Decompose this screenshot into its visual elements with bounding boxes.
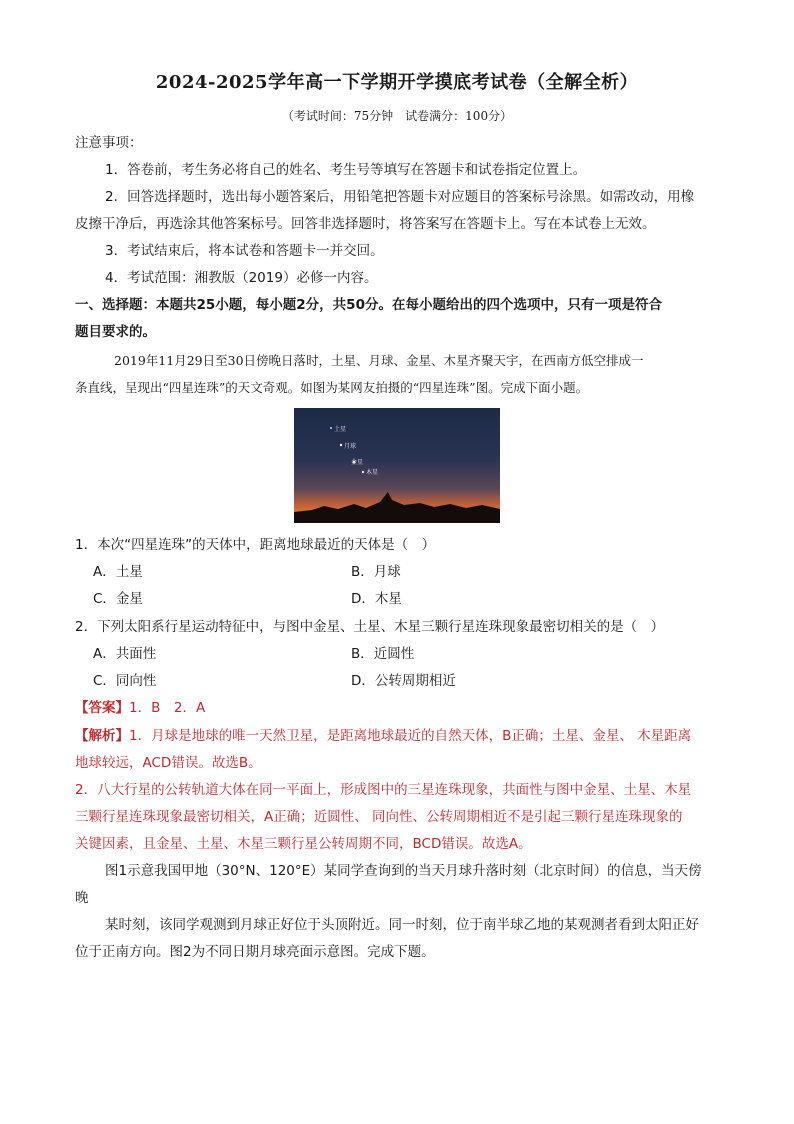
- answer-line: [75, 698, 205, 718]
- q2-stem: 2．下列太阳系行星运动特征中，与图中金星、土星、木星三颗行星连珠现象最密切相关的是（ ）: [75, 619, 665, 635]
- q2-option-d: D．公转周期相近: [351, 673, 456, 689]
- answer-text: 1．B 2．A: [129, 700, 206, 716]
- analysis-line3: 2．八大行星的公转轨道大体在同一平面上，形成图中的三星连珠现象，共面性与图中金星、土星、木星: [75, 782, 692, 798]
- passage2-line3: 某时刻，该同学观测到月球正好位于头顶附近。同一时刻，位于南半球乙地的某观测者看到太阳正好: [105, 917, 699, 933]
- passage2-line4: 位于正南方向。图2为不同日期月球亮面示意图。完成下题。: [75, 944, 435, 960]
- q1-option-c: C．金星: [93, 591, 143, 607]
- section-heading: 一、选择题：本题共25小题，每小题2分，共50分。在每小题给出的四个选项中，只有一项是符合: [75, 297, 662, 313]
- four-planet-alignment-photo: [294, 408, 500, 523]
- notice-heading: 注意事项：: [75, 135, 143, 151]
- notice-item-3: 3．考试结束后，将本试卷和答题卡一并交回。: [105, 243, 384, 259]
- passage1-line2: 条直线，呈现出“四星连珠”的天文奇观。如图为某网友拍摄的“四星连珠”图。完成下面小题。: [75, 380, 589, 395]
- q2-option-b: B．近圆性: [351, 646, 415, 662]
- exam-subtitle: （考试时间：75分钟 试卷满分：100分）: [281, 109, 513, 123]
- q1-option-d: D．木星: [351, 591, 402, 607]
- passage2-line2: 晚: [75, 890, 89, 906]
- notice-item-2: 2．回答选择题时，选出每小题答案后，用铅笔把答题卡对应题目的答案标号涂黑。如需改动，用橡: [105, 189, 695, 205]
- label-jupiter: 木星: [366, 469, 379, 476]
- notice-item-1: 1．答卷前，考生务必将自己的姓名、考生号等填写在答题卡和试卷指定位置上。: [105, 162, 587, 178]
- notice-item-2-cont: 皮擦干净后，再选涂其他答案标号。回答非选择题时，将答案写在答题卡上。写在本试卷上无效。: [75, 216, 656, 232]
- passage2-line1: 图1示意我国甲地（30°N、120°E）某同学查询到的当天月球升落时刻（北京时间）的信息，当天傍: [105, 863, 702, 879]
- label-venus: 金星: [351, 459, 364, 466]
- passage1-line1: 2019年11月29日至30日傍晚日落时，土星、月球、金星、木星齐聚天宇，在西南方低空排成一: [114, 353, 644, 368]
- q2-option-a: A．共面性: [93, 646, 157, 662]
- q1-option-a: A．土星: [93, 564, 143, 580]
- q1-option-b: B．月球: [351, 564, 401, 580]
- label-saturn: 土星: [334, 426, 347, 433]
- analysis-line2: 地球较远，ACD错误。故选B。: [75, 755, 262, 771]
- q1-stem: 1．本次“四星连珠”的天体中，距离地球最近的天体是（ ）: [75, 537, 436, 553]
- night-sky-image: [294, 408, 500, 523]
- q2-option-c: C．同向性: [93, 673, 157, 689]
- analysis-text-1: 1．月球是地球的唯一天然卫星，是距离地球最近的自然天体，B正确；土星、金星、 木星距离: [129, 728, 692, 744]
- section-heading-cont: 题目要求的。: [75, 324, 156, 340]
- notice-item-4: 4．考试范围：湘教版（2019）必修一内容。: [105, 270, 378, 286]
- page-title: 2024-2025学年高一下学期开学摸底考试卷（全解全析）: [155, 72, 639, 93]
- analysis-line5: 关键因素，且金星、土星、木星三颗行星公转周期不同，BCD错误。故选A。: [75, 836, 532, 852]
- analysis-line1: [75, 726, 691, 746]
- analysis-label: 【解析】: [75, 728, 129, 744]
- answer-label: 【答案】: [75, 700, 129, 716]
- analysis-line4: 三颗行星连珠现象最密切相关，A正确；近圆性、 同向性、公转周期相近不是引起三颗行星连珠现象的: [75, 809, 683, 825]
- label-moon: 月球: [344, 443, 357, 450]
